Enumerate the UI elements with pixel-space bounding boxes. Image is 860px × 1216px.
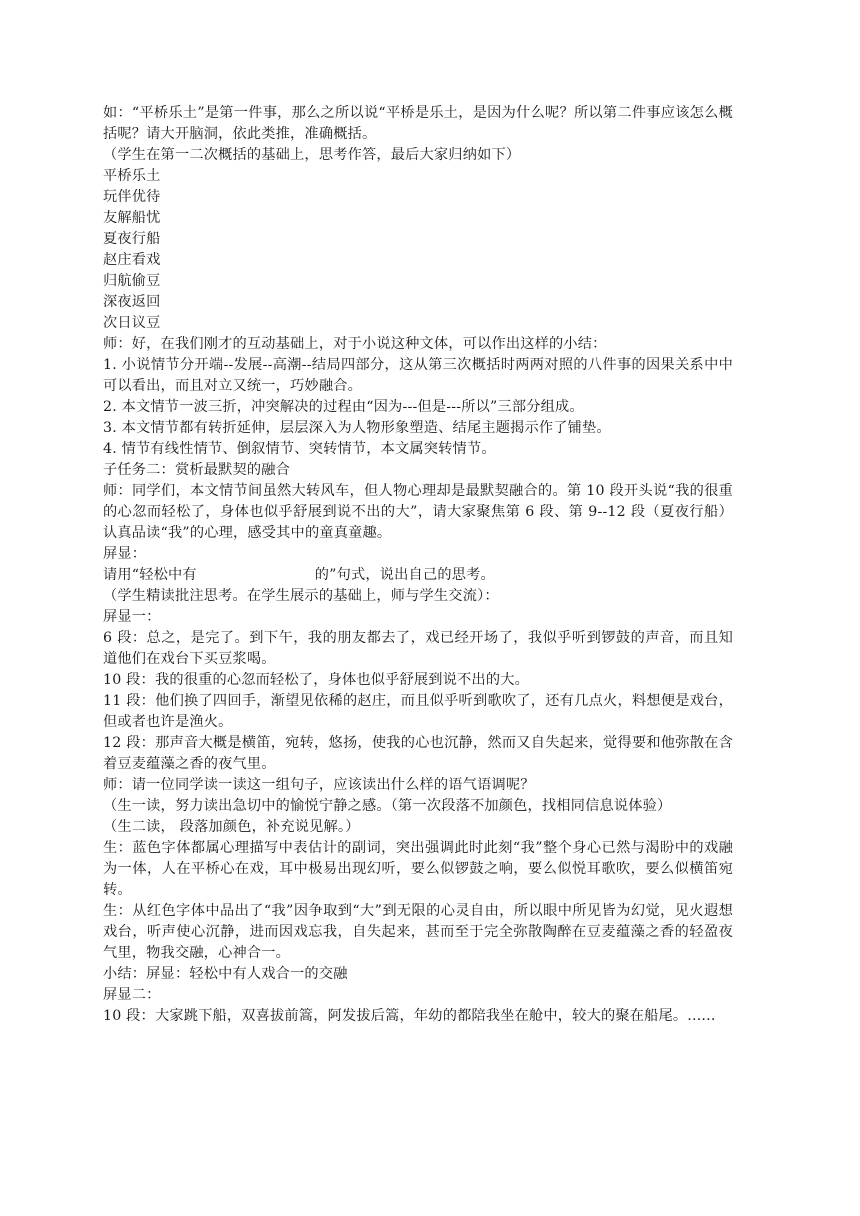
paragraph: 小结：屏显：轻松中有人戏合一的交融	[103, 966, 348, 982]
paragraph: 12 段：那声音大概是横笛，宛转，悠扬，使我的心也沉静，然而又自失起来，觉得要和他弥散在含着豆麦蕴藻之香的夜气里。	[103, 735, 733, 772]
paragraph: 10 段：我的很重的心忽而轻松了，身体也似乎舒展到说不出的大。	[103, 672, 530, 688]
sentence-pattern-after: 的”句式，说出自己的思考。	[314, 567, 495, 583]
paragraph: （学生在第一二次概括的基础上，思考作答，最后大家归纳如下）	[103, 147, 521, 163]
sentence-pattern-before: 请用“轻松中有	[103, 567, 197, 583]
paragraph: （生一读，努力读出急切中的愉悦宁静之感。（第一次段落不加颜色，找相同信息说体验）	[103, 798, 672, 814]
paragraph: 生：蓝色字体都属心理描写中表估计的副词，突出强调此时此刻“我”整个身心已然与渴盼中的戏融为一体，人在平桥心在戏，耳中极易出现幻听，要么似锣鼓之响，要么似悦耳歌吹，要么似横笛宛转。	[103, 840, 733, 898]
paragraph: （学生精读批注思考。在学生展示的基础上，师与学生交流）：	[103, 588, 499, 604]
paragraph: 6 段：总之，是完了。到下午，我的朋友都去了，戏已经开场了，我似乎听到锣鼓的声音，而且知道他们在戏台下买豆浆喝。	[103, 630, 733, 667]
paragraph: 10 段：大家跳下船，双喜拔前篙，阿发拔后篙，年幼的都陪我坐在舱中，较大的聚在船尾。......	[103, 1008, 716, 1024]
paragraph: 屏显：	[103, 546, 147, 562]
paragraph: 屏显一：	[103, 609, 161, 625]
paragraph: 归航偷豆	[103, 273, 161, 289]
paragraph: 1. 小说情节分开端--发展--高潮--结局四部分，这从第三次概括时两两对照的八件事的因果关系中中可以看出，而且对立又统一，巧妙融合。	[103, 357, 733, 394]
paragraph: 3. 本文情节都有转折延伸，层层深入为人物形象塑造、结尾主题揭示作了铺垫。	[103, 420, 611, 436]
paragraph: 师：请一位同学读一读这一组句子，应该读出什么样的语气语调呢？	[103, 777, 535, 793]
paragraph: 夏夜行船	[103, 231, 161, 247]
sentence-pattern-prompt	[103, 565, 733, 586]
paragraph: 屏显二：	[103, 987, 161, 1003]
paragraph: 深夜返回	[103, 294, 161, 310]
paragraph: 平桥乐土	[103, 168, 161, 184]
document-body	[103, 103, 733, 1027]
paragraph: 4. 情节有线性情节、倒叙情节、突转情节，本文属突转情节。	[103, 441, 496, 457]
paragraph: 师：同学们，本文情节间虽然大转风车，但人物心理却是最默契融合的。第 10 段开头说“我的很重的心忽而轻松了，身体也似乎舒展到说不出的大”，请大家聚焦第 6 段、第 9--12 段（夏夜行船）认真品读“我”的心理，感受其中的童真童趣。	[103, 483, 733, 541]
paragraph: 生：从红色字体中品出了“我”因争取到“大”到无限的心灵自由，所以眼中所见皆为幻觉，见火遐想戏台，听声使心沉静，进而因戏忘我，自失起来，甚而至于完全弥散陶醉在豆麦蕴藻之香的轻盈夜气里，物我交融，心神合一。	[103, 903, 733, 961]
paragraph: 次日议豆	[103, 315, 161, 331]
paragraph: 师：好，在我们刚才的互动基础上，对于小说这种文体，可以作出这样的小结：	[103, 336, 607, 352]
paragraph: 子任务二：赏析最默契的融合	[103, 462, 291, 478]
paragraph: 2. 本文情节一波三折，冲突解决的过程由“因为---但是---所以”三部分组成。	[103, 399, 584, 415]
paragraph: 友解船忧	[103, 210, 161, 226]
paragraph: 11 段：他们换了四回手，渐望见依稀的赵庄，而且似乎听到歌吹了，还有几点火，料想便是戏台，但或者也许是渔火。	[103, 693, 733, 730]
paragraph: 玩伴优待	[103, 189, 161, 205]
paragraph: 如：“平桥乐土”是第一件事，那么之所以说“平桥是乐土，是因为什么呢？所以第二件事应该怎么概括呢？请大开脑洞，依此类推，准确概括。	[103, 105, 733, 142]
paragraph: （生二读， 段落加颜色，补充说见解。）	[103, 819, 360, 835]
paragraph: 赵庄看戏	[103, 252, 161, 268]
